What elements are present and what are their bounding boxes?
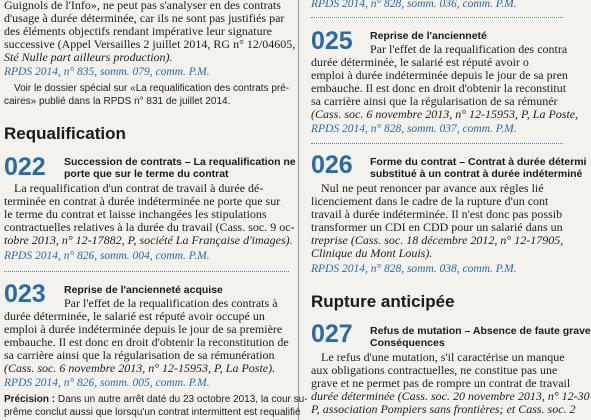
article-body-027: durée déterminée (Cass. soc. 20 novembre 2013, n° 12-30 [311,389,590,403]
article-title-027: Conséquences [370,337,445,349]
article-title-026: substitué à un contrat à durée indéterminé [370,168,583,180]
article-number-027: 027 [311,320,353,348]
article-body-027: grave et ne permet pas de rompre un contrat de travail [311,376,571,390]
article-body-025: durée déterminée, le salarié est réputé avoir o [311,55,529,69]
article-body-023: embauche. Il est donc en droit d'obtenir la reconstitution de [4,335,289,349]
article-body-025: emploi à durée indéterminée depuis le jour de sa pren [311,68,568,82]
article-body-027: Le refus d'une mutation, s'il caractérise un manque [321,350,565,364]
article-body-022: le terme du contrat et laisse inchangées les stipulations [4,207,267,221]
article-body-026: licenciement dans le cadre de la rupture d'un cont [311,194,549,208]
article-number-022: 022 [4,153,46,181]
intro-line: des éléments objectifs rendant impérative leur signature [4,24,272,38]
article-title-022: porte que sur le terme du contrat [64,168,229,180]
precision-text: Dans un autre arrêt daté du 23 octobre 2013, la cour su- [55,394,308,405]
article-body-026: transformer un CDI en CDD pour un salarié dans un [311,220,563,234]
article-body-025: sa carrière ainsi que la régularisation de sa rémunér [311,94,558,108]
article-body-027: aux obligations contractuelles, ne constitue pas une [311,363,558,377]
article-body-023: Par l'effet de la requalification des contrats à [64,296,278,310]
intro-line: Guignols de l'Info», ne peut pas s'analyser en des contrats [4,0,281,12]
article-body-023: emploi à durée indéterminée depuis le jour de sa première [4,322,283,336]
intro-line: d'usage à durée déterminée, car ils ne sont pas justifiés par [4,11,285,25]
article-body-025: Par l'effet de la requalification des contra [370,42,568,56]
article-body-023: durée déterminée, le salarié est réputé avoir occupé un [4,309,265,323]
precision-note [4,393,308,406]
article-number-026: 026 [311,151,353,179]
article-body-027: P, association Pompiers sans frontières; et Cass. soc. 2 [311,402,576,416]
article-title-026: Forme du contrat – Contrat à durée détermi [370,156,587,168]
article-number-023: 023 [4,280,46,308]
article-separator [311,143,563,144]
dossier-note: caires» publié dans la RPDS n° 831 de juillet 2014. [4,96,231,107]
article-body-022: tobre 2013, n° 12-17882, P, société La Française d'images). [4,233,293,247]
article-separator [4,271,289,272]
article-reference-026: RPDS 2014, n° 828, somm. 038, comm. P.M. [311,263,517,275]
article-body-026: travail à durée indéterminée. Il n'est donc pas possib [311,207,563,221]
article-body-023: (Cass. soc. 6 novembre 2013, n° 12-15953, P, La Poste). [4,361,276,375]
article-body-022: La requalification d'un contrat de travail à durée dé- [14,181,264,195]
intro-line: Sté Nulle part ailleurs production). [4,50,173,64]
article-body-025: (Cass. soc. 6 novembre 2013, n° 12-15953, P, La Poste, [311,107,579,121]
section-title-rupture-anticipee: Rupture anticipée [311,292,455,311]
dossier-note: Voir le dossier spécial sur «La requalification des contrats pré- [14,83,290,94]
section-title-requalification: Requalification [4,124,126,143]
precision-note: prême conclut aussi que lorsqu'un contrat intermittent est requalifié [4,407,301,418]
intro-reference: RPDS 2014, n° 835, somm. 079, comm. P.M. [4,66,210,78]
article-reference-023: RPDS 2014, n° 826, somm. 005, comm. P.M. [4,377,210,389]
article-body-022: terminée en contrat à durée indéterminée ne porte que sur [4,194,281,208]
article-reference-022: RPDS 2014, n° 826, somm. 004, comm. P.M. [4,250,210,262]
article-title-025: Reprise de l'ancienneté [370,30,487,42]
article-title-027: Refus de mutation – Absence de faute grave [370,325,591,337]
article-reference-025: RPDS 2014, n° 828, somm. 037, comm. P.M. [311,123,517,135]
column-divider [298,0,299,420]
article-title-023: Reprise de l'ancienneté acquise [64,284,223,296]
article-body-025: embauche. Il est donc en droit d'obtenir la reconstitut [311,81,567,95]
article-separator [311,17,563,18]
article-title-022: Succession de contrats – La requalification ne [64,156,296,168]
article-number-025: 025 [311,27,353,55]
article-body-026: Nul ne peut renoncer par avance aux règles lié [321,181,544,195]
intro-line: successive (Appel Versailles 2 juillet 2014, RG n° 12/04605, [4,37,296,51]
top-reference: RPDS 2014, n° 828, somm. 036, comm. P.M. [311,0,517,10]
article-body-026: treprise (Cass. soc. 18 décembre 2012, n° 12-17905, [311,233,564,247]
article-body-022: contractuelles relatives à la durée du travail (Cass. soc. 9 oc- [4,220,295,234]
precision-label: Précision : [4,394,56,405]
article-body-026: Clinique du Mont Louis). [311,246,433,260]
article-body-023: sa carrière ainsi que la régularisation de sa rémunération [4,348,275,362]
